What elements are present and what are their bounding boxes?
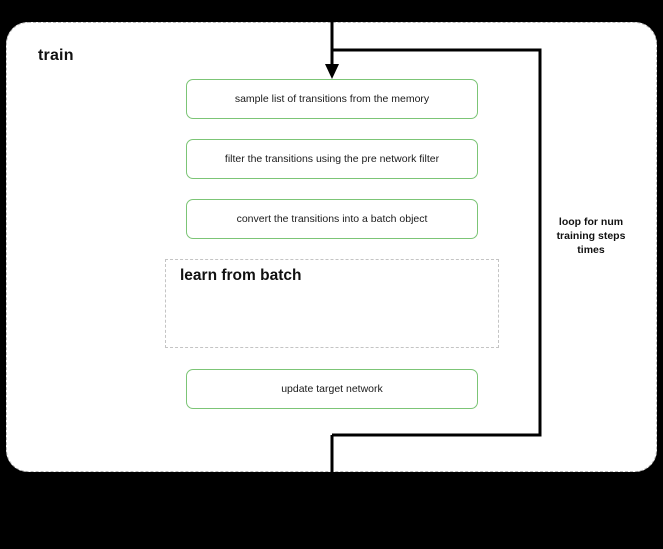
learn-from-batch-title: learn from batch: [180, 267, 302, 284]
block-title: train: [38, 47, 74, 64]
loop-label-line-1: loop for num: [558, 216, 624, 228]
loop-label: [543, 215, 639, 258]
step-filter-transitions[interactable]: [186, 139, 478, 179]
step-update-target-network[interactable]: [186, 369, 478, 409]
loop-label-line-3: times: [577, 244, 605, 257]
step-label: filter the transitions using the pre network filter: [224, 153, 440, 165]
step-label: convert the transitions into a batch object: [236, 213, 428, 225]
step-sample-transitions[interactable]: [186, 79, 478, 119]
step-label: sample list of transitions from the memory: [234, 93, 430, 105]
step-label: update target network: [281, 383, 383, 395]
step-convert-to-batch[interactable]: [186, 199, 478, 239]
loop-label-line-2: training steps: [556, 230, 626, 243]
